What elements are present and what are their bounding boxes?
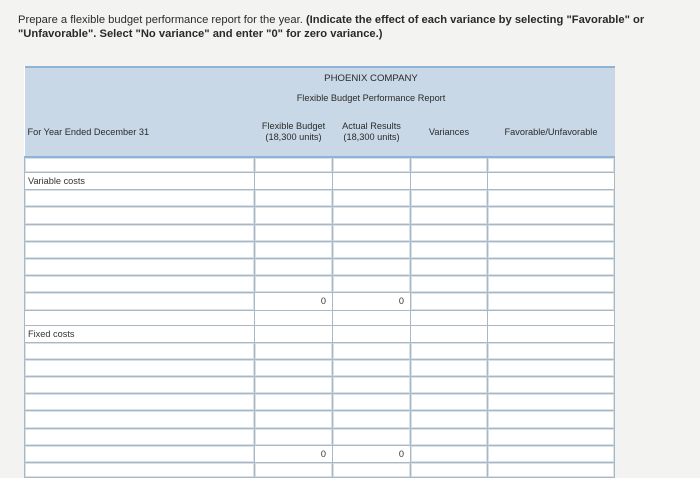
grand-total-variance[interactable] bbox=[411, 463, 488, 478]
grand-total-fav[interactable] bbox=[488, 463, 615, 478]
variable-row-label[interactable] bbox=[25, 207, 255, 224]
variable-row-flexible[interactable] bbox=[255, 258, 333, 275]
variable-row-fav[interactable] bbox=[488, 224, 615, 241]
blank-row-flexible[interactable] bbox=[255, 157, 333, 173]
fixed-total-actual: 0 bbox=[333, 445, 411, 462]
fixed-row-fav[interactable] bbox=[488, 377, 615, 394]
variable-row-flexible[interactable] bbox=[255, 207, 333, 224]
fixed-row-flexible[interactable] bbox=[255, 342, 333, 359]
variable-row-variance[interactable] bbox=[411, 224, 488, 241]
fixed-row-fav[interactable] bbox=[488, 394, 615, 411]
variable-row-actual[interactable] bbox=[333, 276, 411, 293]
blank-row-fav[interactable] bbox=[488, 157, 615, 173]
fixed-row-label[interactable] bbox=[25, 394, 255, 411]
fixed-row-fav[interactable] bbox=[488, 428, 615, 445]
fixed-total-label[interactable] bbox=[25, 445, 255, 462]
fixed-row-label[interactable] bbox=[25, 377, 255, 394]
performance-report-table bbox=[24, 66, 615, 478]
variable-row-fav[interactable] bbox=[488, 241, 615, 258]
blank-row-actual[interactable] bbox=[333, 157, 411, 173]
variable-costs-label: Variable costs bbox=[25, 173, 255, 190]
report-sheet bbox=[24, 66, 614, 468]
grand-total-flexible[interactable] bbox=[255, 463, 333, 478]
grand-total-actual[interactable] bbox=[333, 463, 411, 478]
fav-unfav-header: Favorable/Unfavorable bbox=[488, 108, 615, 157]
variances-header: Variances bbox=[411, 108, 488, 157]
variable-row-variance[interactable] bbox=[411, 207, 488, 224]
variable-row-label[interactable] bbox=[25, 190, 255, 207]
report-title: Flexible Budget Performance Report bbox=[255, 88, 488, 108]
variable-row-label[interactable] bbox=[25, 276, 255, 293]
fixed-row-fav[interactable] bbox=[488, 342, 615, 359]
instructions-bold: (Indicate the effect of each variance by selecting "Favorable" or "Unfavorable". Select "No variance" and enter "0" for zero variance.) bbox=[18, 14, 645, 40]
fixed-row-variance[interactable] bbox=[411, 411, 488, 428]
fixed-row-variance[interactable] bbox=[411, 377, 488, 394]
variable-total-fav[interactable] bbox=[488, 293, 615, 310]
fixed-row-flexible[interactable] bbox=[255, 428, 333, 445]
variable-row-variance[interactable] bbox=[411, 190, 488, 207]
variable-row-label[interactable] bbox=[25, 224, 255, 241]
grand-total-label[interactable] bbox=[25, 463, 255, 478]
fixed-row-variance[interactable] bbox=[411, 342, 488, 359]
variable-row-variance[interactable] bbox=[411, 258, 488, 275]
variable-row-label[interactable] bbox=[25, 241, 255, 258]
variable-row-fav[interactable] bbox=[488, 276, 615, 293]
variable-row-label[interactable] bbox=[25, 258, 255, 275]
variable-row-actual[interactable] bbox=[333, 258, 411, 275]
variable-row-actual[interactable] bbox=[333, 224, 411, 241]
variable-row-actual[interactable] bbox=[333, 207, 411, 224]
fixed-row-flexible[interactable] bbox=[255, 394, 333, 411]
fixed-row-fav[interactable] bbox=[488, 411, 615, 428]
variable-row-fav[interactable] bbox=[488, 190, 615, 207]
variable-total-variance[interactable] bbox=[411, 293, 488, 310]
fixed-row-label[interactable] bbox=[25, 342, 255, 359]
variable-row-variance[interactable] bbox=[411, 276, 488, 293]
fixed-costs-label: Fixed costs bbox=[25, 325, 255, 342]
fixed-row-flexible[interactable] bbox=[255, 359, 333, 376]
variable-row-flexible[interactable] bbox=[255, 241, 333, 258]
variable-total-actual: 0 bbox=[333, 293, 411, 310]
variable-total-flexible: 0 bbox=[255, 293, 333, 310]
instructions-lead: Prepare a flexible budget performance report for the year. bbox=[18, 14, 303, 26]
fixed-row-fav[interactable] bbox=[488, 359, 615, 376]
fixed-row-variance[interactable] bbox=[411, 428, 488, 445]
fixed-total-fav[interactable] bbox=[488, 445, 615, 462]
blank-row-variance[interactable] bbox=[411, 157, 488, 173]
fixed-row-actual[interactable] bbox=[333, 359, 411, 376]
fixed-row-actual[interactable] bbox=[333, 411, 411, 428]
variable-row-fav[interactable] bbox=[488, 207, 615, 224]
instructions bbox=[18, 13, 688, 41]
variable-row-actual[interactable] bbox=[333, 241, 411, 258]
period-label: For Year Ended December 31 bbox=[25, 108, 255, 157]
fixed-row-label[interactable] bbox=[25, 428, 255, 445]
variable-total-label[interactable] bbox=[25, 293, 255, 310]
company-name: PHOENIX COMPANY bbox=[255, 67, 488, 88]
actual-results-header: Actual Results (18,300 units) bbox=[333, 108, 411, 157]
variable-row-variance[interactable] bbox=[411, 241, 488, 258]
variable-row-flexible[interactable] bbox=[255, 224, 333, 241]
variable-row-fav[interactable] bbox=[488, 258, 615, 275]
variable-row-flexible[interactable] bbox=[255, 190, 333, 207]
fixed-row-actual[interactable] bbox=[333, 342, 411, 359]
fixed-row-label[interactable] bbox=[25, 359, 255, 376]
fixed-row-actual[interactable] bbox=[333, 428, 411, 445]
fixed-row-flexible[interactable] bbox=[255, 411, 333, 428]
fixed-row-actual[interactable] bbox=[333, 394, 411, 411]
fixed-total-flexible: 0 bbox=[255, 445, 333, 462]
fixed-row-flexible[interactable] bbox=[255, 377, 333, 394]
fixed-row-actual[interactable] bbox=[333, 377, 411, 394]
blank-row-label[interactable] bbox=[25, 157, 255, 173]
variable-row-flexible[interactable] bbox=[255, 276, 333, 293]
flexible-budget-header: Flexible Budget (18,300 units) bbox=[255, 108, 333, 157]
fixed-row-variance[interactable] bbox=[411, 394, 488, 411]
variable-row-actual[interactable] bbox=[333, 190, 411, 207]
fixed-row-label[interactable] bbox=[25, 411, 255, 428]
fixed-row-variance[interactable] bbox=[411, 359, 488, 376]
fixed-total-variance[interactable] bbox=[411, 445, 488, 462]
